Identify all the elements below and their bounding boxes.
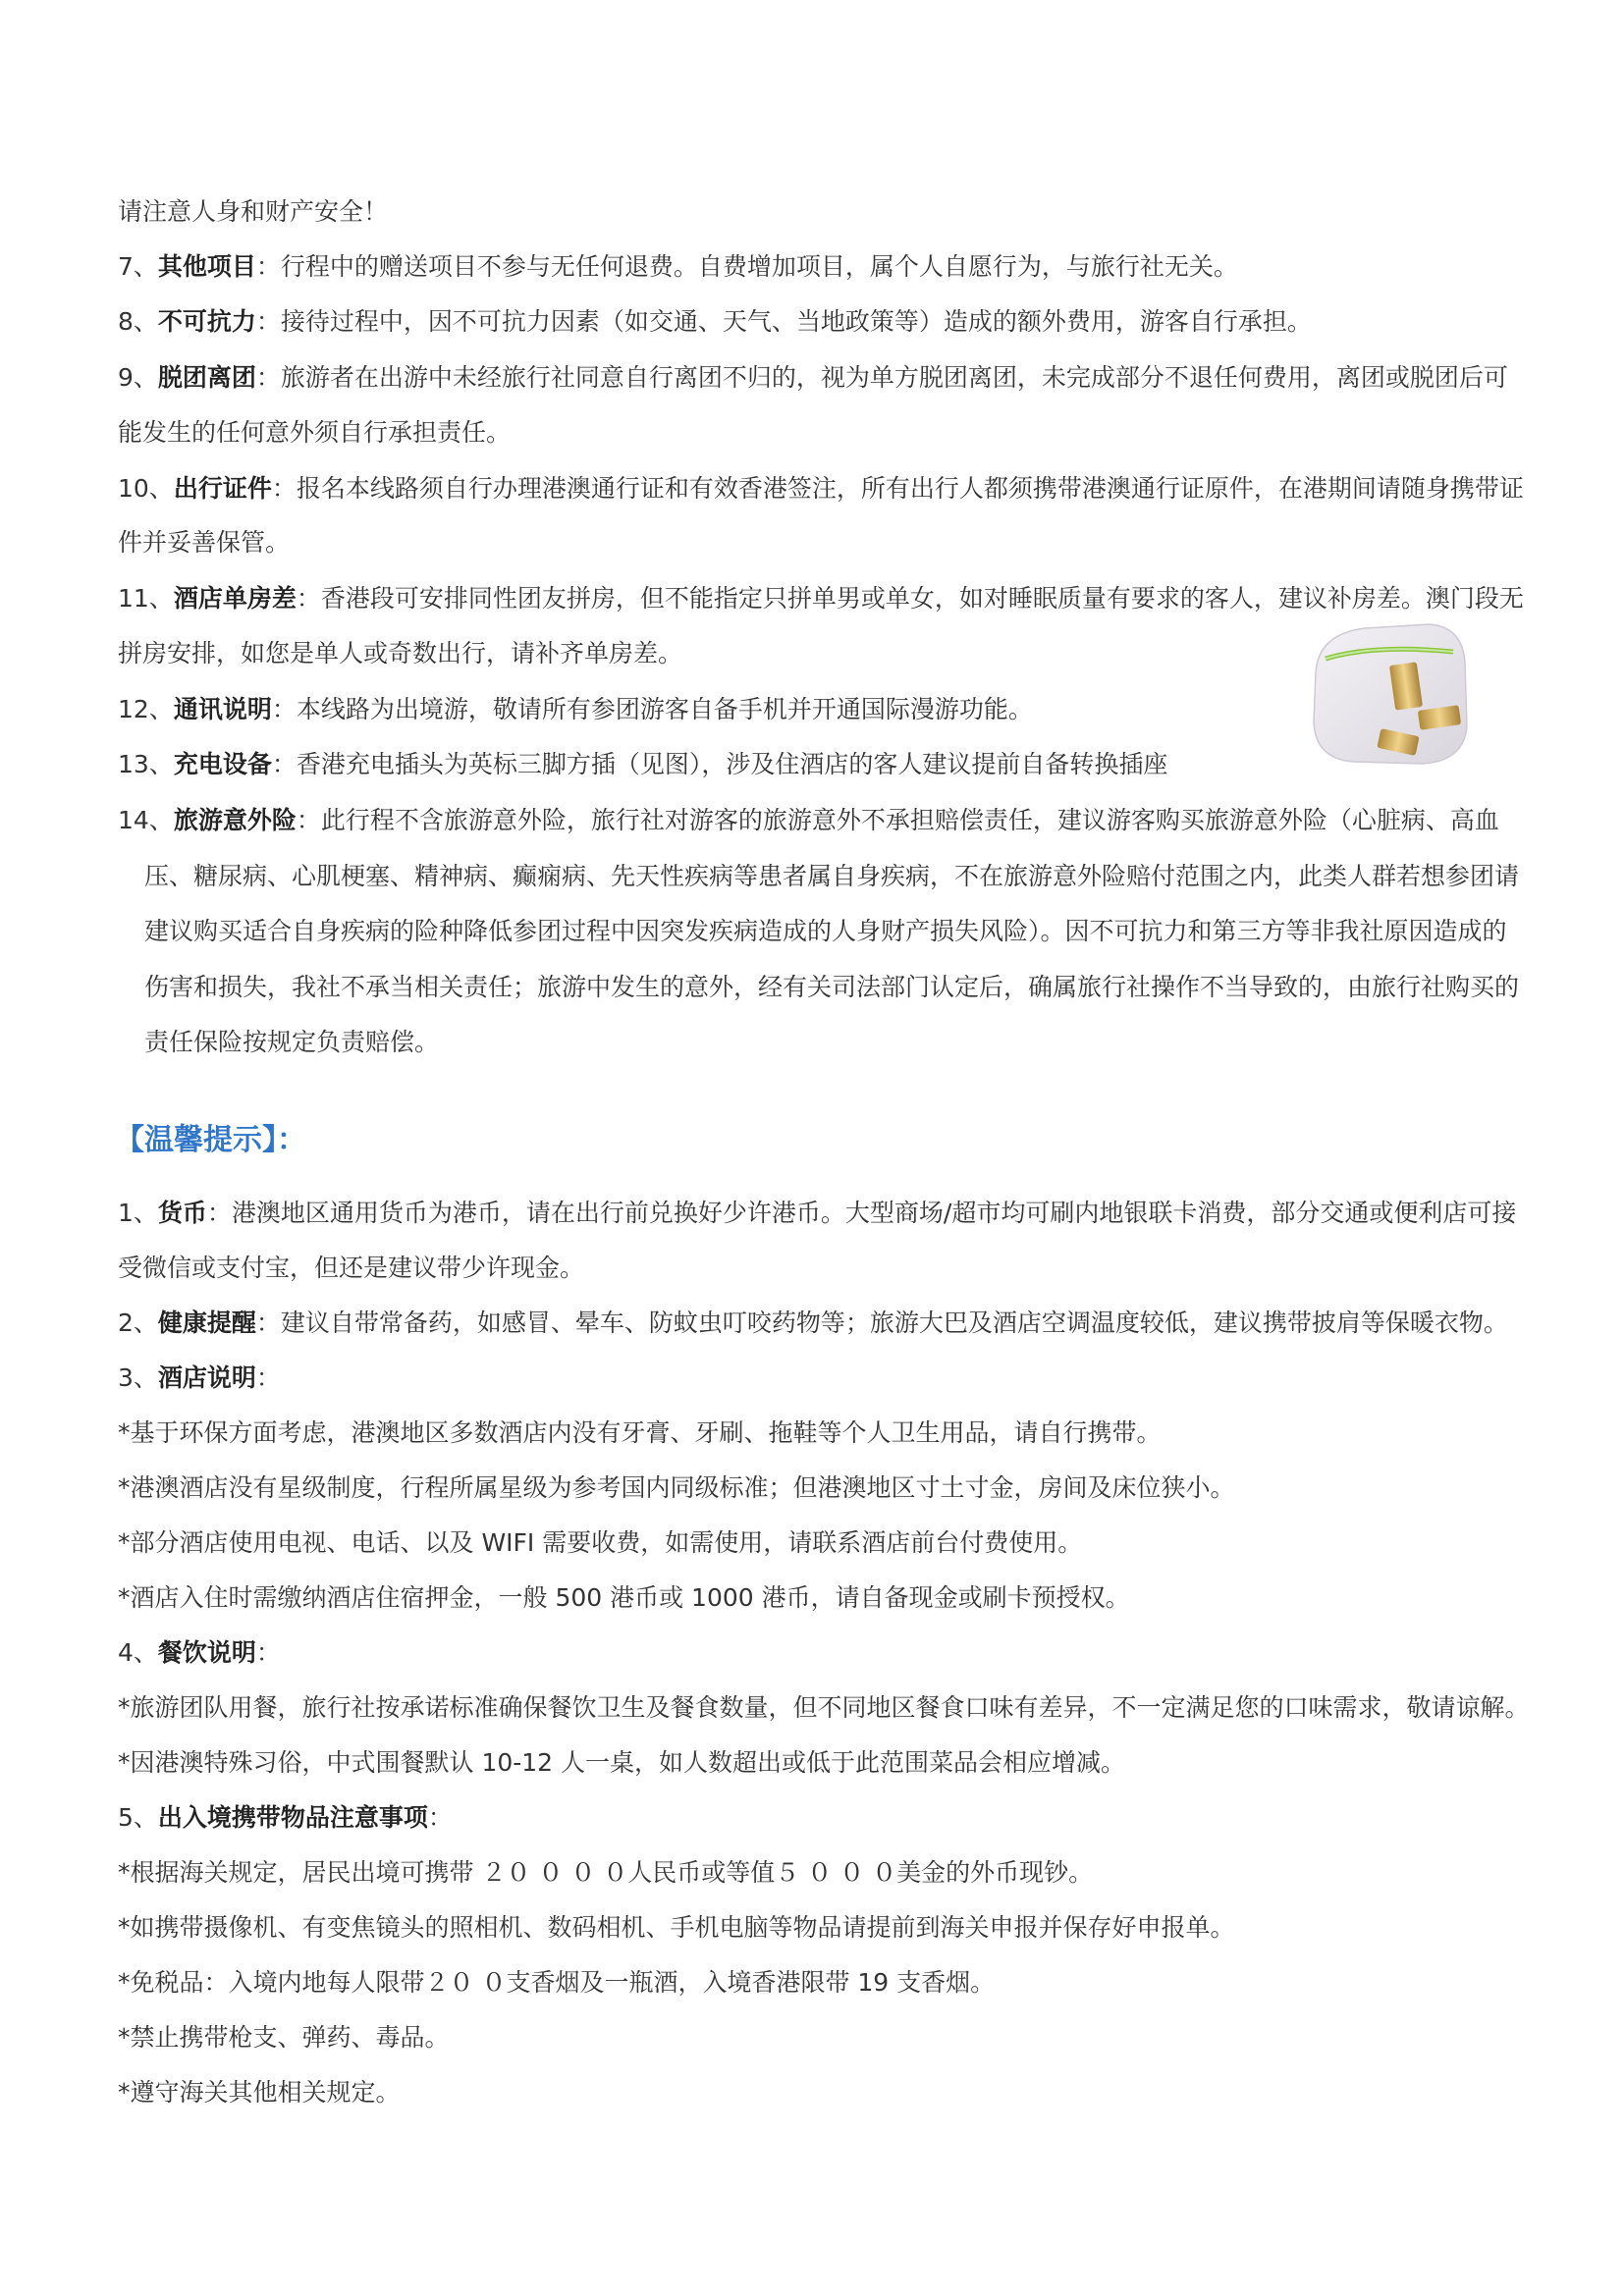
note-insurance-cont-2: 建议购买适合自身疾病的险种降低参团过程中因突发疾病造成的人身财产损失风险）。因不可抗力和第三方等非我社原因造成的	[144, 917, 1507, 945]
tip-currency: 1、货币：港澳地区通用货币为港币，请在出行前兑换好少许港币。大型商场/超市均可刷内地银联卡消费，部分交通或便利店可接	[118, 1199, 1517, 1227]
tip-customs-prohibited: *禁止携带枪支、弹药、毒品。	[118, 2023, 450, 2052]
tip-customs-camera: *如携带摄像机、有变焦镜头的照相机、数码相机、手机电脑等物品请提前到海关申报并保存好申报单。	[118, 1913, 1235, 1942]
tip-dining-standard: *旅游团队用餐，旅行社按承诺标准确保餐饮卫生及餐食数量，但不同地区餐食口味有差异，不一定满足您的口味需求，敬请谅解。	[118, 1693, 1530, 1722]
note-insurance-cont-1: 压、糖尿病、心肌梗塞、精神病、癫痫病、先天性疾病等患者属自身疾病，不在旅游意外险赔付范围之内，此类人群若想参团请	[144, 862, 1520, 890]
tip-dining-table: *因港澳特殊习俗，中式围餐默认 10-12 人一桌，如人数超出或低于此范围菜品会相应增减。	[118, 1748, 1126, 1777]
note-insurance: 14、旅游意外险：此行程不含旅游意外险，旅行社对游客的旅游意外不承担赔偿责任，建议游客购买旅游意外险（心脏病、高血	[118, 806, 1499, 834]
tip-hotel-deposit: *酒店入住时需缴纳酒店住宿押金，一般 500 港币或 1000 港币，请自备现金或刷卡预授权。	[118, 1583, 1130, 1612]
note-single-room: 11、酒店单房差：香港段可安排同性团友拼房，但不能指定只拼单男或单女，如对睡眠质量有要求的客人，建议补房差。澳门段无	[118, 584, 1524, 613]
tip-hotel-toiletries: *基于环保方面考虑，港澳地区多数酒店内没有牙膏、牙刷、拖鞋等个人卫生用品，请自行携带。	[118, 1418, 1162, 1447]
tip-health: 2、健康提醒：建议自带常备药，如感冒、晕车、防蚊虫叮咬药物等；旅游大巴及酒店空调温度较低，建议携带披肩等保暖衣物。	[118, 1308, 1508, 1337]
tip-hotel-wifi: *部分酒店使用电视、电话、以及 WIFI 需要收费，如需使用，请联系酒店前台付费使用。	[118, 1528, 1083, 1557]
note-leaving-group-cont: 能发生的任何意外须自行承担责任。	[118, 418, 512, 447]
note-safety-continuation: 请注意人身和财产安全！	[118, 197, 389, 226]
tip-customs-dutyfree: *免税品：入境内地每人限带２０ ０支香烟及一瓶酒，入境香港限带 19 支香烟。	[118, 1968, 996, 1997]
note-insurance-cont-4: 责任保险按规定负责赔偿。	[144, 1028, 440, 1056]
tip-customs-title: 5、出入境携带物品注意事项：	[118, 1803, 453, 1832]
tip-customs-cash: *根据海关规定，居民出境可携带 ２０ ０ ０ ０人民币或等值５ ０ ０ ０美金的外币现钞。	[118, 1858, 1094, 1887]
note-other-items: 7、其他项目：行程中的赠送项目不参与无任何退费。自费增加项目，属个人自愿行为，与旅行社无关。	[118, 252, 1238, 281]
tip-currency-cont: 受微信或支付宝，但还是建议带少许现金。	[118, 1254, 585, 1282]
note-charging: 13、充电设备：香港充电插头为英标三脚方插（见图），涉及住酒店的客人建议提前自备转换插座	[118, 750, 1168, 778]
note-travel-documents: 10、出行证件：报名本线路须自行办理港澳通行证和有效香港签注，所有出行人都须携带港澳通行证原件，在港期间请随身携带证	[118, 474, 1524, 503]
note-force-majeure: 8、不可抗力：接待过程中，因不可抗力因素（如交通、天气、当地政策等）造成的额外费用，游客自行承担。	[118, 307, 1312, 336]
tips-heading: 【温馨提示】：	[115, 1123, 306, 1157]
uk-plug-adapter-image	[1296, 614, 1483, 781]
tip-dining-title: 4、餐饮说明：	[118, 1638, 281, 1667]
note-leaving-group: 9、脱团离团：旅游者在出游中未经旅行社同意自行离团不归的，视为单方脱团离团，未完成部分不退任何费用，离团或脱团后可	[118, 363, 1508, 392]
note-insurance-cont-3: 伤害和损失，我社不承当相关责任；旅游中发生的意外，经有关司法部门认定后，确属旅行社操作不当导致的，由旅行社购买的	[144, 973, 1520, 1001]
tip-customs-other: *遵守海关其他相关规定。	[118, 2078, 401, 2107]
note-single-room-cont: 拼房安排，如您是单人或奇数出行，请补齐单房差。	[118, 639, 683, 667]
note-travel-documents-cont: 件并妥善保管。	[118, 528, 291, 557]
note-communication: 12、通讯说明：本线路为出境游，敬请所有参团游客自备手机并开通国际漫游功能。	[118, 695, 1033, 723]
tip-hotel-stars: *港澳酒店没有星级制度，行程所属星级为参考国内同级标准；但港澳地区寸土寸金，房间及床位狭小。	[118, 1473, 1235, 1502]
tip-hotel-title: 3、酒店说明：	[118, 1363, 281, 1392]
